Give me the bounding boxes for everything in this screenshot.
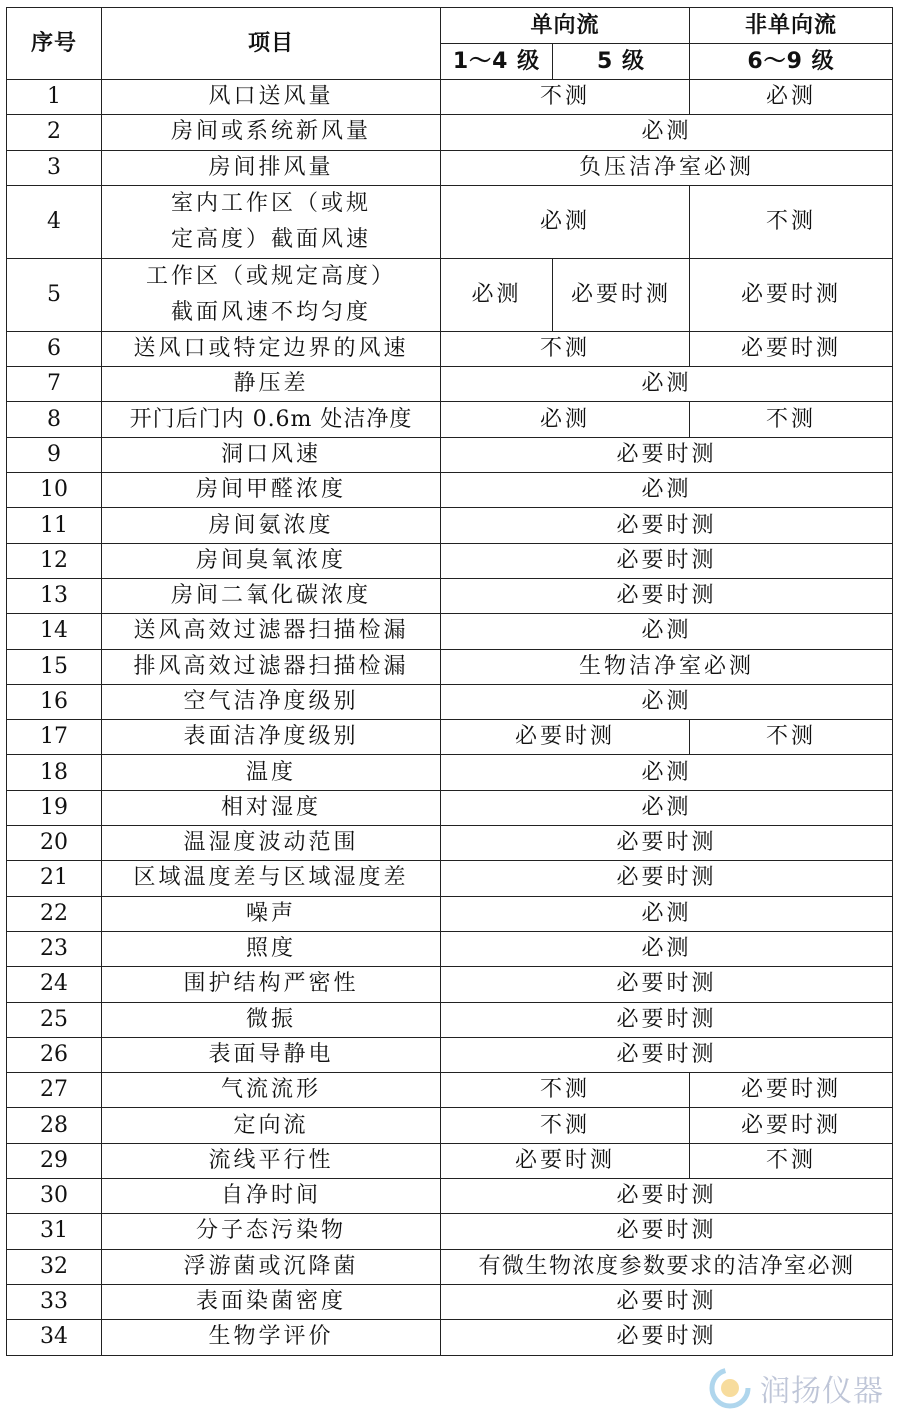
row-cell: 必测: [690, 80, 893, 115]
row-number: 8: [7, 402, 102, 437]
table-row: [7, 1320, 893, 1355]
table-row: [7, 331, 893, 366]
row-cell: 必测: [441, 473, 893, 508]
row-number: 20: [7, 826, 102, 861]
row-item-line2: 定高度）截面风速: [170, 226, 371, 252]
table-row: [7, 649, 893, 684]
row-cell: 不测: [441, 1073, 690, 1108]
row-item: 洞口风速: [102, 437, 441, 472]
row-number: 17: [7, 720, 102, 755]
row-item: 房间或系统新风量: [102, 115, 441, 150]
row-number: 4: [7, 185, 102, 258]
row-item: 表面导静电: [102, 1037, 441, 1072]
row-cell: 必要时测: [441, 1143, 690, 1178]
row-cell: 有微生物浓度参数要求的洁净室必测: [441, 1249, 893, 1284]
table-row: [7, 508, 893, 543]
row-cell: 必要时测: [441, 861, 893, 896]
table-row: [7, 1002, 893, 1037]
row-cell: 必要时测: [441, 1037, 893, 1072]
table-row: [7, 967, 893, 1002]
table-row: [7, 1179, 893, 1214]
row-item-line1: 室内工作区（或规: [170, 190, 371, 216]
row-item: 空气洁净度级别: [102, 684, 441, 719]
header-grade-1-4: 1～4 级: [441, 44, 553, 80]
table-row: [7, 614, 893, 649]
row-item: 排风高效过滤器扫描检漏: [102, 649, 441, 684]
row-item: 房间氨浓度: [102, 508, 441, 543]
row-cell: 必要时测: [441, 543, 893, 578]
row-number: 26: [7, 1037, 102, 1072]
row-cell: 不测: [441, 80, 690, 115]
header-grade-6-9: 6～9 级: [690, 44, 893, 80]
header-item: 项目: [102, 8, 441, 80]
row-cell: 必要时测: [690, 258, 893, 331]
row-number: 9: [7, 437, 102, 472]
row-item: 围护结构严密性: [102, 967, 441, 1002]
row-cell: 必要时测: [441, 578, 893, 613]
row-number: 23: [7, 931, 102, 966]
table-row: [7, 578, 893, 613]
row-number: 12: [7, 543, 102, 578]
row-item: 房间排风量: [102, 150, 441, 185]
table-row: [7, 437, 893, 472]
table-row: [7, 115, 893, 150]
row-number: 2: [7, 115, 102, 150]
table-row: [7, 790, 893, 825]
row-number: 5: [7, 258, 102, 331]
row-number: 22: [7, 896, 102, 931]
table-row: [7, 1249, 893, 1284]
row-number: 28: [7, 1108, 102, 1143]
table-row: [7, 473, 893, 508]
row-item: 生物学评价: [102, 1320, 441, 1355]
row-number: 25: [7, 1002, 102, 1037]
row-item: 浮游菌或沉降菌: [102, 1249, 441, 1284]
table-row: [7, 80, 893, 115]
row-cell: 必测: [441, 790, 893, 825]
table-row: [7, 543, 893, 578]
row-cell: 必要时测: [441, 1284, 893, 1319]
row-number: 31: [7, 1214, 102, 1249]
table-row: [7, 1214, 893, 1249]
header-unidirectional: 单向流: [441, 8, 690, 44]
table-row: [7, 1108, 893, 1143]
watermark: [708, 1366, 884, 1410]
row-item: 送风高效过滤器扫描检漏: [102, 614, 441, 649]
row-cell: 必测: [441, 258, 553, 331]
test-items-table: [6, 7, 893, 1356]
row-cell: 生物洁净室必测: [441, 649, 893, 684]
row-number: 3: [7, 150, 102, 185]
header-no: 序号: [7, 8, 102, 80]
table-row: [7, 185, 893, 258]
row-item: 微振: [102, 1002, 441, 1037]
row-item: 温度: [102, 755, 441, 790]
table-row: [7, 1037, 893, 1072]
row-number: 32: [7, 1249, 102, 1284]
row-item: [102, 185, 441, 258]
row-cell: 不测: [690, 720, 893, 755]
row-item: 温湿度波动范围: [102, 826, 441, 861]
row-cell: 必要时测: [441, 1320, 893, 1355]
row-cell: 必要时测: [690, 331, 893, 366]
row-item: 开门后门内 0.6m 处洁净度: [102, 402, 441, 437]
row-number: 18: [7, 755, 102, 790]
row-item: 分子态污染物: [102, 1214, 441, 1249]
row-item: 自净时间: [102, 1179, 441, 1214]
table-row: [7, 402, 893, 437]
row-item: 表面染菌密度: [102, 1284, 441, 1319]
row-cell: 必要时测: [441, 967, 893, 1002]
row-item: 气流流形: [102, 1073, 441, 1108]
row-cell: 不测: [690, 402, 893, 437]
row-item: 区域温度差与区域湿度差: [102, 861, 441, 896]
row-cell: 必要时测: [441, 1179, 893, 1214]
row-number: 19: [7, 790, 102, 825]
row-number: 15: [7, 649, 102, 684]
header-grade-5: 5 级: [553, 44, 690, 80]
row-item: 静压差: [102, 367, 441, 402]
row-item: 表面洁净度级别: [102, 720, 441, 755]
row-item: 风口送风量: [102, 80, 441, 115]
row-cell: 负压洁净室必测: [441, 150, 893, 185]
row-number: 10: [7, 473, 102, 508]
row-item: [102, 258, 441, 331]
row-item: 相对湿度: [102, 790, 441, 825]
row-cell: 必要时测: [690, 1108, 893, 1143]
header-non-unidirectional: 非单向流: [690, 8, 893, 44]
row-cell: 必要时测: [441, 437, 893, 472]
row-item: 送风口或特定边界的风速: [102, 331, 441, 366]
row-item: 流线平行性: [102, 1143, 441, 1178]
row-number: 11: [7, 508, 102, 543]
row-number: 6: [7, 331, 102, 366]
row-item: 照度: [102, 931, 441, 966]
row-number: 33: [7, 1284, 102, 1319]
watermark-text: 润扬仪器: [760, 1374, 884, 1409]
row-cell: 必测: [441, 896, 893, 931]
table-row: [7, 861, 893, 896]
row-number: 21: [7, 861, 102, 896]
row-number: 13: [7, 578, 102, 613]
row-cell: 必要时测: [441, 1214, 893, 1249]
row-number: 29: [7, 1143, 102, 1178]
table-row: [7, 931, 893, 966]
row-number: 16: [7, 684, 102, 719]
header-row-1: [7, 8, 893, 44]
row-cell: 不测: [690, 1143, 893, 1178]
table-container: [6, 7, 893, 1356]
row-number: 30: [7, 1179, 102, 1214]
row-number: 34: [7, 1320, 102, 1355]
row-number: 14: [7, 614, 102, 649]
row-number: 24: [7, 967, 102, 1002]
row-cell: 必测: [441, 755, 893, 790]
table-row: [7, 896, 893, 931]
table-row: [7, 367, 893, 402]
row-cell: 必测: [441, 185, 690, 258]
row-item: 噪声: [102, 896, 441, 931]
brand-logo-icon: [708, 1366, 752, 1410]
row-item: 房间臭氧浓度: [102, 543, 441, 578]
row-cell: 必要时测: [441, 826, 893, 861]
row-number: 7: [7, 367, 102, 402]
row-item-line2: 截面风速不均匀度: [170, 299, 371, 325]
row-cell: 必测: [441, 614, 893, 649]
row-item: 定向流: [102, 1108, 441, 1143]
row-cell: 必测: [441, 115, 893, 150]
row-cell: 必要时测: [441, 1002, 893, 1037]
table-row: [7, 1143, 893, 1178]
table-row: [7, 1284, 893, 1319]
row-item: 房间二氧化碳浓度: [102, 578, 441, 613]
row-cell: 必测: [441, 367, 893, 402]
row-cell: 不测: [441, 331, 690, 366]
table-row: [7, 684, 893, 719]
row-item: 房间甲醛浓度: [102, 473, 441, 508]
table-row: [7, 826, 893, 861]
row-cell: 必测: [441, 402, 690, 437]
row-cell: 不测: [441, 1108, 690, 1143]
table-row: [7, 258, 893, 331]
row-cell: 必要时测: [553, 258, 690, 331]
row-cell: 必测: [441, 684, 893, 719]
row-cell: 必测: [441, 931, 893, 966]
row-cell: 必要时测: [441, 720, 690, 755]
row-number: 27: [7, 1073, 102, 1108]
row-item-line1: 工作区（或规定高度）: [145, 263, 396, 289]
row-number: 1: [7, 80, 102, 115]
table-row: [7, 1073, 893, 1108]
table-row: [7, 720, 893, 755]
table-row: [7, 755, 893, 790]
row-cell: 必要时测: [441, 508, 893, 543]
row-cell: 必要时测: [690, 1073, 893, 1108]
table-row: [7, 150, 893, 185]
row-cell: 不测: [690, 185, 893, 258]
